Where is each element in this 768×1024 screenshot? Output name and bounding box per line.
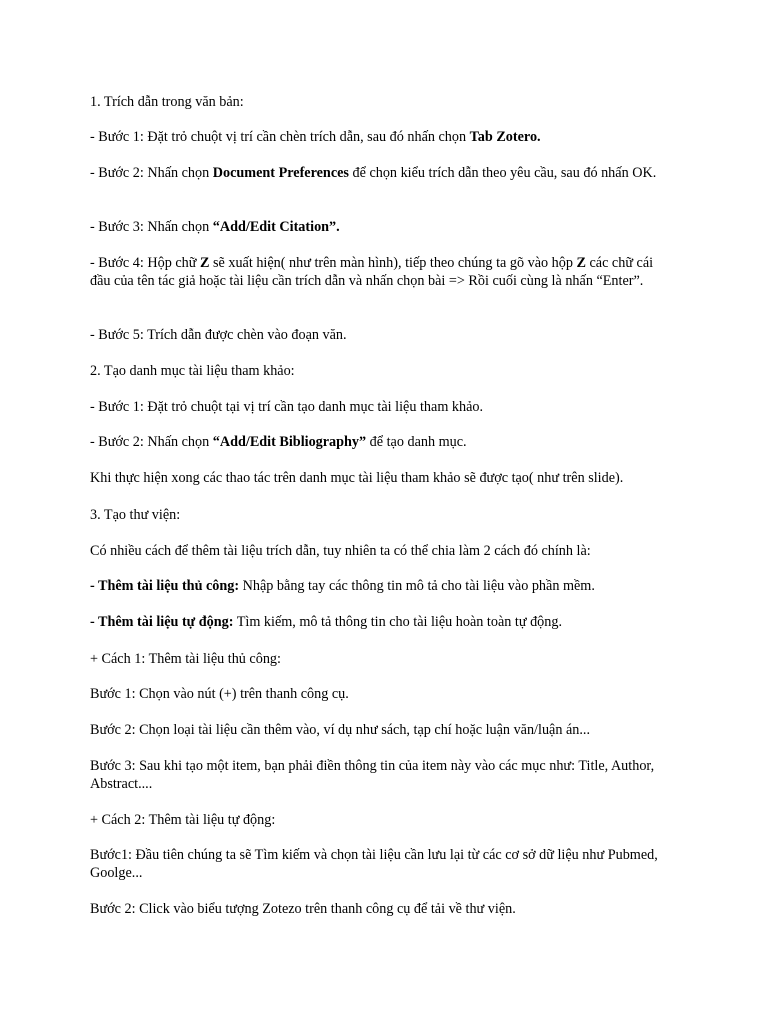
bibliography-step-2: - Bước 2: Nhấn chọn “Add/Edit Bibliography” để tạo danh mục. (90, 434, 467, 450)
auto-step-1: Bước1: Đầu tiên chúng ta sẽ Tìm kiếm và chọn tài liệu cần lưu lại từ các cơ sở dữ liệu như Pubmed, Goolge... (90, 847, 658, 881)
auto-step-2: Bước 2: Click vào biểu tượng Zotezo trên thanh công cụ để tải về thư viện. (90, 901, 516, 917)
heading-library: 3. Tạo thư viện: (90, 507, 181, 523)
auto-heading: + Cách 2: Thêm tài liệu tự động: (90, 812, 276, 828)
manual-step-2: Bước 2: Chọn loại tài liệu cần thêm vào, ví dụ như sách, tạp chí hoặc luận văn/luận án... (90, 722, 591, 738)
heading-citation: 1. Trích dẫn trong văn bản: (90, 94, 244, 110)
library-auto-method: - Thêm tài liệu tự động: Tìm kiếm, mô tả thông tin cho tài liệu hoàn toàn tự động. (90, 614, 563, 630)
citation-step-5: - Bước 5: Trích dẫn được chèn vào đoạn văn. (90, 327, 347, 343)
manual-step-1: Bước 1: Chọn vào nút (+) trên thanh công cụ. (90, 686, 349, 702)
bibliography-step-1: - Bước 1: Đặt trỏ chuột tại vị trí cần tạo danh mục tài liệu tham khảo. (90, 399, 484, 415)
manual-heading: + Cách 1: Thêm tài liệu thủ công: (90, 651, 281, 667)
heading-bibliography: 2. Tạo danh mục tài liệu tham khảo: (90, 363, 295, 379)
library-manual-method: - Thêm tài liệu thủ công: Nhập bằng tay các thông tin mô tả cho tài liệu vào phần mềm. (90, 578, 595, 594)
citation-step-1: - Bước 1: Đặt trỏ chuột vị trí cần chèn trích dẫn, sau đó nhấn chọn Tab Zotero. (90, 129, 541, 145)
citation-step-2: - Bước 2: Nhấn chọn Document Preferences để chọn kiểu trích dẫn theo yêu cầu, sau đó nhấn OK. (90, 165, 657, 181)
library-intro: Có nhiều cách để thêm tài liệu trích dẫn, tuy nhiên ta có thể chia làm 2 cách đó chính là: (90, 543, 591, 559)
manual-step-3: Bước 3: Sau khi tạo một item, bạn phải điền thông tin của item này vào các mục như: Title, Author, Abstract.... (90, 758, 655, 792)
citation-step-3: - Bước 3: Nhấn chọn “Add/Edit Citation”. (90, 219, 340, 235)
bibliography-result: Khi thực hiện xong các thao tác trên danh mục tài liệu tham khảo sẽ được tạo( như trên slide). (90, 470, 624, 486)
citation-step-4: - Bước 4: Hộp chữ Z sẽ xuất hiện( như trên màn hình), tiếp theo chúng ta gõ vào hộp Z các chữ cái đầu của tên tác giả hoặc tài liệu cần trích dẫn và nhấn chọn bài => Rồi cuối cùng là nhấn “Enter”. (90, 255, 654, 289)
